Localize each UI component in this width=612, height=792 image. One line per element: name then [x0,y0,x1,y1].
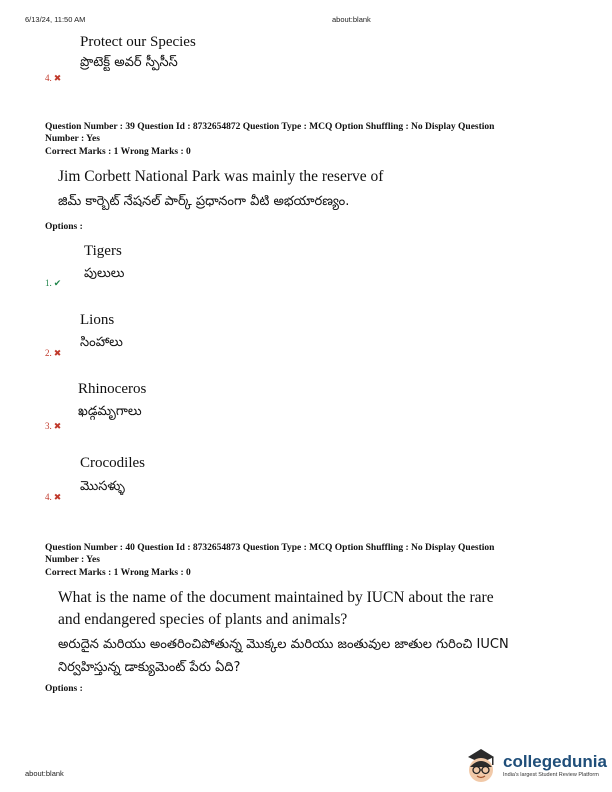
wrong-icon: ✖ [53,73,62,83]
q40-question-telugu-line2: నిర్వహిస్తున్న డాక్యుమెంట్ పేరు ఏది? [58,660,241,675]
prev-option-4-english: Protect our Species [80,34,196,50]
correct-check-icon: ✔ [53,278,62,288]
print-url-header: about:blank [332,15,371,24]
q39-meta-line1: Question Number : 39 Question Id : 8732654872 Question Type : MCQ Option Shuffling : No Display Question [45,122,495,132]
q39-option-4-telugu: మొసళ్ళు [80,479,126,494]
q39-meta-line2: Number : Yes [45,134,100,144]
option-number-label: 1. [45,278,52,288]
q40-question-english-line1: What is the name of the document maintained by IUCN about the rare [58,589,494,606]
q40-marks: Correct Marks : 1 Wrong Marks : 0 [45,568,191,578]
q39-question-telugu: జిమ్ కార్బెట్ నేషనల్ పార్క్ ప్రధానంగా వీటి అభయారణ్యం. [58,194,350,209]
logo-name: collegedunia [503,752,607,771]
q39-marks: Correct Marks : 1 Wrong Marks : 0 [45,147,191,157]
q39-meta [45,121,585,158]
prev-option-4-number [45,73,61,84]
q40-options-label: Options : [45,684,83,694]
wrong-icon: ✖ [53,421,62,431]
option-number-label: 4. [45,492,52,502]
option-number-label: 2. [45,348,52,358]
q39-option-3-english: Rhinoceros [78,381,147,397]
q40-question-telugu-line1: అరుదైన మరియు అంతరించిపోతున్న మొక్కల మరియు జంతువుల జాతుల గురించి IUCN [58,637,509,652]
q39-options-label: Options : [45,222,83,232]
q39-option-1-english: Tigers [84,243,122,259]
wrong-icon: ✖ [53,348,62,358]
q39-option-2-telugu: సింహాలు [80,335,123,350]
q39-option-1-number [45,278,61,289]
q39-option-3-number [45,421,61,432]
option-number-label: 3. [45,421,52,431]
q40-meta [45,542,585,579]
q40-meta-line1: Question Number : 40 Question Id : 8732654873 Question Type : MCQ Option Shuffling : No Display Question [45,543,495,553]
option-number-label: 4. [45,73,52,83]
q39-question-english: Jim Corbett National Park was mainly the reserve of [58,168,384,185]
q39-option-4-english: Crocodiles [80,455,145,471]
wrong-icon: ✖ [53,492,62,502]
q40-question-english-line2: and endangered species of plants and animals? [58,611,348,628]
q39-option-4-number [45,492,61,503]
q40-meta-line2: Number : Yes [45,555,100,565]
q39-option-2-number [45,348,61,359]
print-url-footer: about:blank [25,769,64,778]
mascot-icon [462,745,500,785]
q39-option-3-telugu: ఖడ్గమృగాలు [78,404,142,419]
q39-option-1-telugu: పులులు [84,266,125,281]
prev-option-4-telugu: ప్రొటెక్ట్ అవర్ స్పీసీస్ [80,55,178,70]
q39-option-2-english: Lions [80,312,115,328]
logo-tagline: India's largest Student Review Platform [503,772,599,778]
collegedunia-logo [462,745,607,785]
print-datetime: 6/13/24, 11:50 AM [25,15,86,24]
